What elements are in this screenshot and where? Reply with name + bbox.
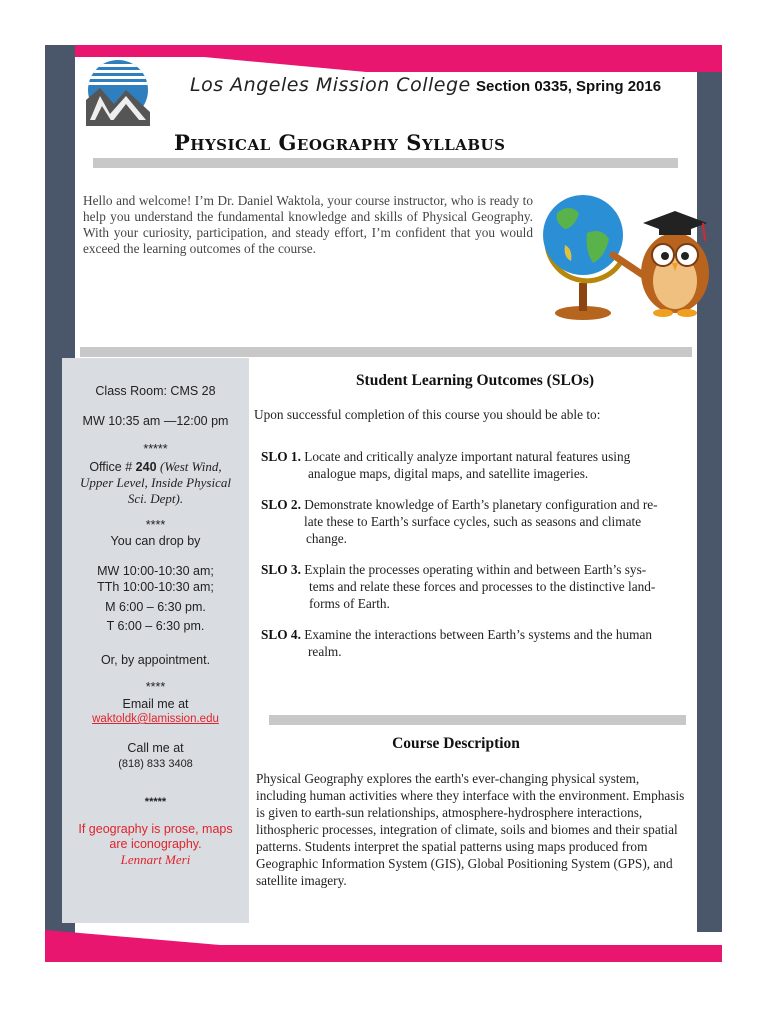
slo-label: SLO 3. [261,562,301,577]
slo-text: change. [306,531,347,546]
office-hours-t: T 6:00 – 6:30 pm. [106,619,205,633]
office-hours-m: M 6:00 – 6:30 pm. [105,600,206,614]
slo-item-2 [261,496,691,547]
quote: If geography is prose, maps are iconography. [78,822,233,851]
course-divider [269,715,686,725]
page-title: Physical Geography Syllabus [174,130,506,155]
class-schedule: MW 10:35 am —12:00 pm [82,414,229,428]
slo-text: analogue maps, digital maps, and satellite imageries. [308,466,589,481]
separator-stars: **** [145,518,166,532]
title-divider [93,158,678,168]
office-info [78,459,233,507]
office-hours-tth: TTh 10:00-10:30 am; [97,580,214,594]
top-accent-wedge [75,45,722,72]
slo-text: late these to Earth’s surface cycles, such as seasons and climate [304,514,642,529]
slo-item-4 [261,626,691,660]
globe-owl-illustration-icon [535,183,725,323]
email-link[interactable]: waktoldk@lamission.edu [92,713,219,725]
slo-lead: Upon successful completion of this course you should be able to: [254,407,601,422]
call-label: Call me at [127,741,184,755]
course-description: Physical Geography explores the earth's ever-changing physical system, including human activities where they interface with the environment. Emphasis is given to earth-sun relationships, atmosphere-hydrosphere interactions, lithospheric processes, integration of climate, soils and biomes and their spatial patterns. Students interpret the spatial patterns using maps produced from Geographic Information System (GIS), Global Positioning System (GPS), and satellite imagery. [256,771,685,888]
slo-text: Examine the interactions between Earth’s systems and the human [304,627,653,642]
email-label: Email me at [122,697,189,711]
section-divider [80,347,692,357]
separator-stars: ***** [143,442,168,456]
office-label: Office # [89,460,133,474]
phone-number: (818) 833 3408 [118,758,193,770]
office-hours-mw: MW 10:00-10:30 am; [97,564,214,578]
college-name: Los Angeles Mission College [190,74,471,96]
slo-text: Locate and critically analyze important natural features using [304,449,631,464]
office-detail: (West Wind, Upper Level, Inside Physical Sci. Dept). [80,459,231,506]
slo-text: realm. [308,644,342,659]
intro-paragraph: Hello and welcome! I’m Dr. Daniel Waktola, your course instructor, who is ready to help you understand the fundamental knowledge and skills of Physical Geography. With your curiosity, participation, and steady effort, I’m confident that you would exceed the learning outcomes of the course. [83,193,533,256]
slo-item-3 [261,561,691,612]
section-term: Section 0335, Spring 2016 [476,78,662,95]
office-number: 240 [135,460,157,474]
drop-by-label: You can drop by [110,534,201,548]
course-heading: Course Description [392,735,520,752]
separator-stars: **** [145,680,166,694]
slo-text: Explain the processes operating within and between Earth’s sys- [304,562,647,577]
slo-heading: Student Learning Outcomes (SLOs) [355,372,595,389]
slo-text: tems and relate these forces and processes to the distinctive land- [309,579,656,594]
classroom: Class Room: CMS 28 [95,384,216,398]
quote-author: Lennart Meri [120,852,191,867]
slo-label: SLO 2. [261,497,301,512]
appointment-note: Or, by appointment. [100,653,211,667]
separator-stars: ***** [144,796,167,808]
slo-label: SLO 1. [261,449,301,464]
college-logo-icon [86,60,150,126]
slo-label: SLO 4. [261,627,301,642]
slo-text: Demonstrate knowledge of Earth’s planetary configuration and re- [304,497,658,512]
slo-item-1 [261,448,691,482]
slo-text: forms of Earth. [309,596,390,611]
